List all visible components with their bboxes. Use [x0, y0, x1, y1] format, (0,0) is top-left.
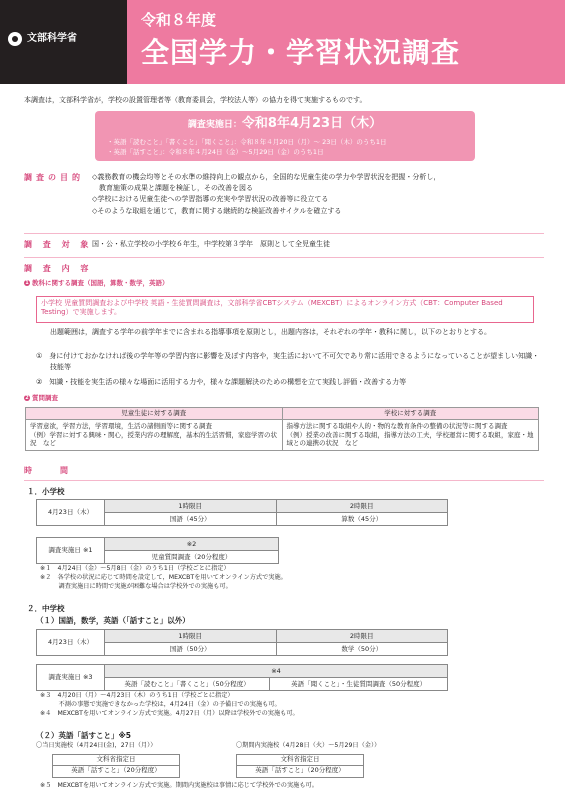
- speaking-heading: （２）英語「話すこと」※5: [36, 731, 132, 740]
- time-heading: 時 間: [24, 466, 72, 475]
- content-heading: 調 査 内 容: [24, 264, 93, 273]
- subject-survey-heading: [24, 279, 169, 288]
- purpose-item: 教育施策の成果と課題を検証し，その改善を図る: [92, 184, 253, 193]
- table-cell-schools: 指導方法に関する取組や人的・物的な教育条件の整備の状況等に関する調査 （例）授業の改善に関する取組，指導方法の工夫，学校運営に関する取組，家庭・地域との連携の状況 など: [282, 419, 539, 450]
- number-1-icon: 1: [25, 280, 29, 287]
- elementary-subject-1: 国語（45分）: [105, 513, 277, 526]
- note-line: ※２ 各学校の状況に応じて時間を設定して，MEXCBTを用いてオンライン方式で実施。: [40, 573, 287, 581]
- elementary-survey-table: [36, 537, 279, 564]
- final-note: ※５ MEXCBTを用いてオンライン方式で実施。期間内実施校は事情に応じて学校外での実施も可。: [40, 782, 318, 789]
- target-body: 国・公・私立学校の小学校６年生，中学校第３学年 原則として全児童生徒: [92, 240, 330, 248]
- junior-high-schedule-table: [36, 629, 448, 656]
- purpose-item: ◇義務教育の機会均等とその水準の維持向上の観点から，全国的な児童生徒の学力や学習状況を把握・分析し，: [92, 173, 441, 181]
- junior-high-survey-table: [36, 664, 448, 691]
- exam-date-line: [95, 115, 475, 133]
- period-schedule-box: [236, 754, 364, 778]
- table-header-schools: 学校に対する調査: [282, 408, 539, 420]
- junior-high-subject-2: 数学（50分）: [276, 643, 448, 656]
- elementary-survey-label: 調査実施日 ※1: [37, 538, 105, 564]
- intro-text: 本調査は，文部科学省が，学校の設置管理者等（教育委員会，学校法人等）の協力を得て実施するものです。: [24, 96, 367, 104]
- junior-high-survey-label: 調査実施日 ※3: [37, 665, 105, 691]
- junior-high-survey-mark: ※4: [105, 665, 448, 678]
- purpose-list: [92, 172, 552, 217]
- period-schools-title: 〇期間内実施校（4月28日（火）～5月29日（金））: [236, 742, 381, 749]
- ministry-name: 文部科学省: [27, 33, 77, 45]
- target-heading: 調 査 対 象: [24, 240, 93, 249]
- purpose-item: ◇学校における児童生徒への学習指導の充実や学習状況の改善等に役立てる: [92, 195, 329, 204]
- questionnaire-heading: [24, 394, 58, 403]
- period-2-header: 2時限目: [276, 500, 448, 513]
- elementary-schedule-table: [36, 499, 448, 526]
- exam-date-box: [95, 111, 475, 161]
- scope-item-2: ② 知識・技能を実生活の様々な場面に活用する力や，様々な課題解決のための構想を立て実践し評価・改善する力等: [36, 378, 407, 386]
- box-header: 文科省指定日: [237, 755, 363, 766]
- english-reading-writing: 英語「読むこと」「書くこと」（50分程度）: [105, 678, 270, 691]
- period-1-header: 1時限目: [105, 500, 277, 513]
- divider: [24, 480, 544, 481]
- header-title-area: [127, 0, 565, 84]
- junior-high-sub1: （１）国語，数学，英語（「話すこと」以外）: [36, 616, 190, 625]
- note-line: 不測の事態で実施できなかった学校は，4月24日（金）の予備日での実施も可。: [40, 700, 281, 708]
- questionnaire-table: [25, 407, 539, 451]
- note-line: ※４ MEXCBTを用いてオンライン方式で実施。4月27日（月）以降は学校外での実施も可。: [40, 709, 299, 717]
- junior-high-date: 4月23日（木）: [37, 630, 105, 656]
- subject-survey-title: 教科に関する調査（国語，算数・数学，英語）: [32, 279, 169, 287]
- junior-high-subject-1: 国語（50分）: [105, 643, 277, 656]
- exam-date-note-2: ・英語「話すこと」：令和８年４月24日（金）～5月29日（金）のうち1日: [107, 148, 324, 156]
- same-day-schools-title: 〇当日実施校（4月24日(金)，27日（月））: [36, 742, 157, 749]
- box-header: 文科省指定日: [53, 755, 179, 766]
- exam-date-note-1: ・英語「読むこと」「書くこと」「聞くこと」：令和８年４月20日（月）～ 23日（木）のうち1日: [107, 138, 387, 146]
- period-2-header: 2時限目: [276, 630, 448, 643]
- ministry-logo: [8, 32, 77, 46]
- elementary-survey-value: 児童質問調査（20分程度）: [105, 551, 279, 564]
- page-title: 全国学力・学習状況調査: [141, 36, 461, 69]
- exam-date-label: 調査実施日：: [187, 120, 242, 130]
- page-header: [0, 0, 565, 84]
- box-body: 英語「話すこと」（20分程度）: [71, 766, 161, 774]
- junior-high-heading: ２．中学校: [27, 604, 65, 613]
- elementary-notes: [40, 565, 287, 592]
- note-line: 調査実施日に時間で実施が困難な場合は学校外での実施も可。: [40, 582, 232, 590]
- purpose-heading: 調査の目的: [24, 173, 84, 182]
- period-1-header: 1時限目: [105, 630, 277, 643]
- english-listening-questionnaire: 英語「聞くこと」・生徒質問調査（50分程度）: [270, 678, 448, 691]
- fiscal-year: 令和８年度: [141, 11, 217, 29]
- table-cell-students: 学習意欲，学習方法，学習環境，生活の諸側面等に関する調査 （例）学習に対する興味・関心，授業内容の理解度，基本的生活習慣，家庭学習の状況 など: [26, 419, 283, 450]
- scope-paragraph: 出題範囲は，調査する学年の前学年までに含まれる指導事項を原則とし，出題内容は，それぞれの学年・教科に関し，以下のとおりとする。: [50, 328, 491, 336]
- divider: [24, 257, 544, 258]
- elementary-heading: １．小学校: [27, 487, 65, 496]
- header-logo-area: [0, 0, 127, 84]
- cbt-notice: 小学校 児童質問調査および中学校 英語・生徒質問調査は，文部科学省CBTシステム（MEXCBT）によるオンライン方式（CBT：Computer Based Testing）で実施します。: [36, 296, 534, 323]
- box-body: 英語「話すこと」（20分程度）: [255, 766, 345, 774]
- note-line: ※３ 4月20日（月）～4月23日（木）のうち1日（学校ごとに指定）: [40, 692, 234, 699]
- elementary-survey-mark: ※2: [105, 538, 279, 551]
- purpose-item: ◇そのような取組を通じて，教育に関する継続的な検証改善サイクルを確立する: [92, 206, 342, 215]
- divider: [24, 233, 544, 234]
- same-day-schedule-box: [52, 754, 180, 778]
- exam-date-value: 令和8年4月23日（木）: [241, 116, 383, 131]
- junior-high-notes: [40, 692, 299, 719]
- number-2-icon: 2: [25, 395, 29, 402]
- elementary-subject-2: 算数（45分）: [276, 513, 448, 526]
- scope-item-1: ① 身に付けておかなければ後の学年等の学習内容に影響を及ぼす内容や，実生活において不可欠であり常に活用できるようになっていることが望ましい知識・技能等: [36, 352, 540, 371]
- elementary-date: 4月23日（木）: [37, 500, 105, 526]
- questionnaire-title: 質問調査: [32, 394, 58, 402]
- ministry-emblem-icon: [8, 32, 22, 46]
- note-line: ※１ 4月24日（金）～5月8日（金）のうち1日（学校ごとに指定）: [40, 565, 230, 572]
- table-header-students: 児童生徒に対する調査: [26, 408, 283, 420]
